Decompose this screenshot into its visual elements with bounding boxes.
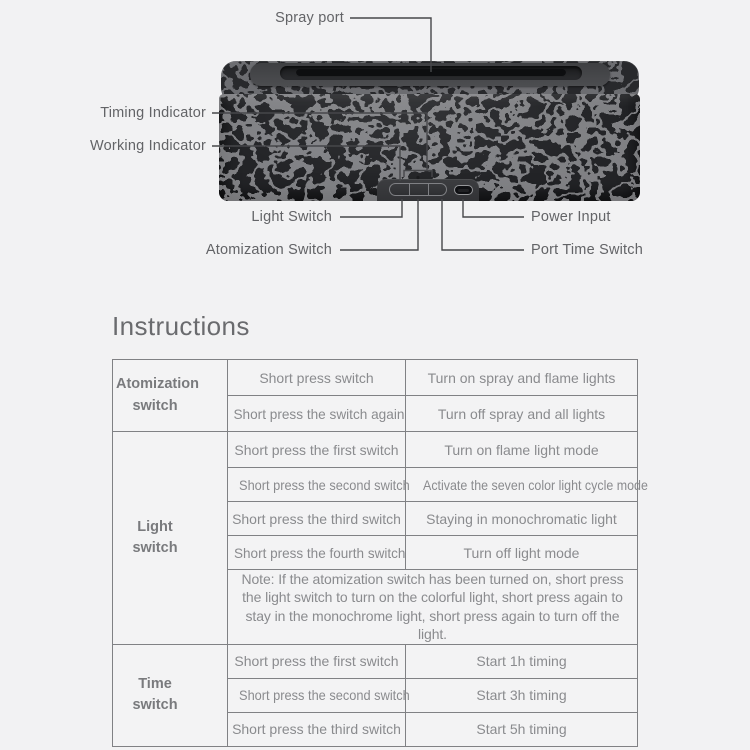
action-cell: Short press switch	[228, 360, 406, 396]
action-cell: Short press the third switch	[228, 712, 406, 746]
section-name-cell: Light switch	[113, 432, 228, 645]
switch-button-strip	[389, 183, 447, 196]
button-divider	[428, 184, 429, 195]
leader-port-time-switch	[442, 199, 524, 250]
note-cell: Note: If the atomization switch has been turned on, short press the light switch to turn on the colorful light, short press again to stay in the monochrome light, short press again to turn off the light.	[228, 570, 638, 645]
result-cell: Staying in monochromatic light	[406, 502, 638, 536]
action-cell: Short press the third switch	[228, 502, 406, 536]
table-row	[113, 360, 638, 396]
action-cell: Short press the first switch	[228, 644, 406, 678]
action-cell: Short press the second switch	[228, 468, 406, 502]
device-diagram	[0, 0, 750, 300]
result-cell: Turn off spray and all lights	[406, 396, 638, 432]
section-name-cell: Time switch	[113, 644, 228, 746]
leader-light-switch	[340, 199, 402, 217]
action-cell: Short press the switch again	[228, 396, 406, 432]
result-cell: Turn off light mode	[406, 536, 638, 570]
result-cell: Turn on spray and flame lights	[406, 360, 638, 396]
table-row	[113, 432, 638, 468]
instructions-title: Instructions	[112, 311, 250, 341]
label-working-indicator: Working Indicator	[90, 138, 206, 154]
leader-atomization-switch	[340, 199, 418, 250]
label-port-time-switch: Port Time Switch	[531, 242, 643, 258]
spray-port-slot	[296, 69, 566, 77]
instructions-table	[112, 359, 648, 747]
action-cell: Short press the second switch	[228, 678, 406, 712]
result-cell: Start 1h timing	[406, 644, 638, 678]
result-cell: Start 3h timing	[406, 678, 638, 712]
result-cell: Turn on flame light mode	[406, 432, 638, 468]
instructions-section	[112, 311, 648, 747]
leader-power-input	[463, 199, 524, 217]
result-cell: Start 5h timing	[406, 712, 638, 746]
section-name-cell: Atomization switch	[113, 360, 228, 432]
label-spray-port: Spray port	[275, 10, 344, 26]
action-cell: Short press the first switch	[228, 432, 406, 468]
action-cell: Short press the fourth switch	[228, 536, 406, 570]
label-light-switch: Light Switch	[251, 209, 332, 225]
label-power-input: Power Input	[531, 209, 611, 225]
result-cell: Activate the seven color light cycle mode	[406, 468, 638, 502]
label-timing-indicator: Timing Indicator	[100, 105, 206, 121]
table-row	[113, 644, 638, 678]
label-atomization-switch: Atomization Switch	[205, 242, 332, 258]
control-panel	[377, 179, 479, 201]
power-input-port	[454, 185, 473, 195]
usb-inner	[458, 189, 469, 192]
button-divider	[409, 184, 410, 195]
